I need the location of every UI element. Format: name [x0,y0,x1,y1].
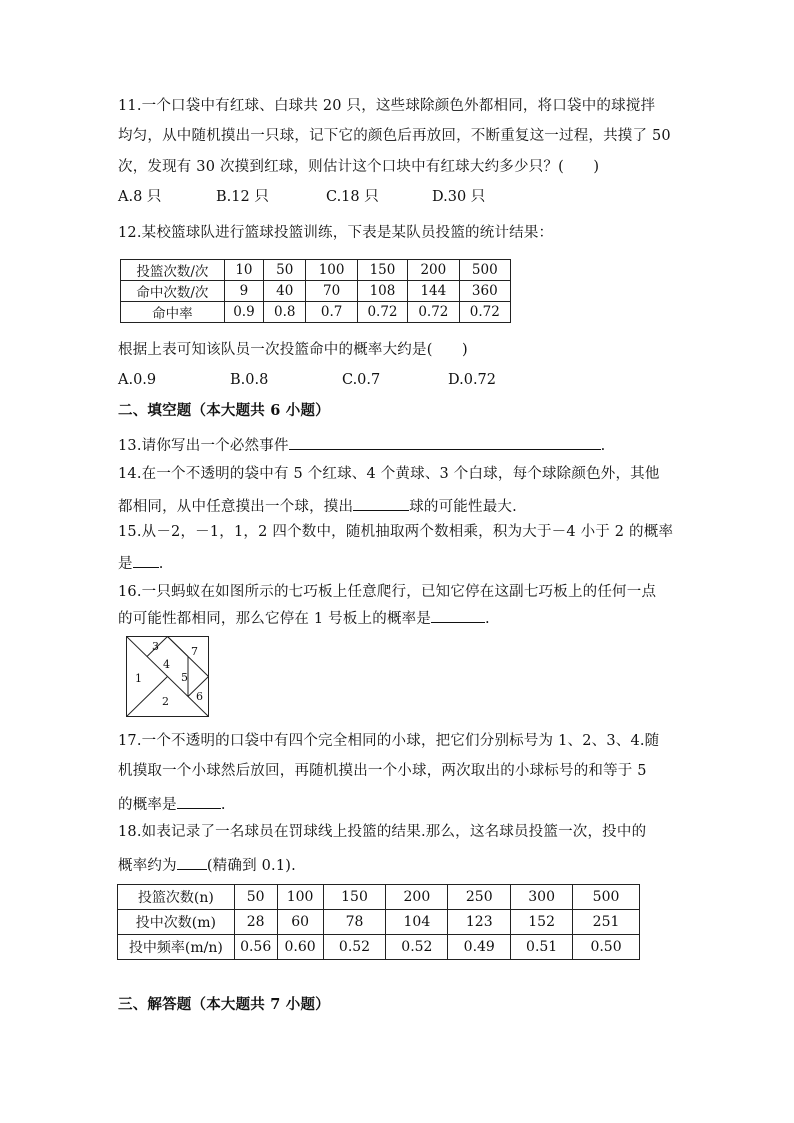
tangram-label-5: 5 [181,671,188,684]
q14-text-a: 都相同，从中任意摸出一个球，摸出 [118,499,354,515]
q14-text-b: 球的可能性最大. [409,499,517,515]
q13-end: . [600,438,606,454]
table-row [118,885,640,910]
table-cell: 投篮次数/次 [121,260,225,281]
q17-line-3 [118,792,226,815]
q12-option-b: B.0.8 [230,372,269,388]
table-cell: 10 [224,260,263,281]
q11-option-d: D.30 只 [432,189,486,205]
q18-line-2 [118,853,296,876]
tangram-label-7: 7 [191,645,198,658]
q14-line-1: 14.在一个不透明的袋中有 5 个红球、4 个黄球、3 个白球，每个球除颜色外，其他 [118,466,660,482]
table-cell: 100 [306,260,357,281]
tangram-label-3: 3 [152,640,159,653]
table-cell: 70 [306,281,357,302]
table-cell: 250 [448,885,511,910]
table-cell: 360 [459,281,510,302]
tangram-line [168,637,189,657]
q11-option-b: B.12 只 [216,189,269,205]
q15-text-a: 是 [118,556,133,572]
q17-text-b: . [220,797,226,813]
answer-blank [133,551,159,568]
q16-text-b: . [485,611,490,627]
table-cell: 0.60 [277,935,323,960]
table-cell: 152 [511,910,573,935]
q12-table [120,259,511,323]
tangram-figure [126,636,212,720]
q13-text: 13.请你写出一个必然事件 [118,438,289,454]
q13-line [118,433,605,456]
q12-option-d: D.0.72 [448,372,497,388]
table-cell: 60 [277,910,323,935]
table-cell: 0.72 [408,302,459,323]
q16-line-2 [118,606,490,629]
q12-option-c: C.0.7 [342,372,381,388]
q12-options [118,370,496,390]
table-cell: 0.8 [264,302,306,323]
table-cell: 104 [386,910,448,935]
table-cell: 命中率 [121,302,225,323]
q17-line-2: 机摸取一个小球然后放回，再随机摸出一个小球，两次取出的小球标号的和等于 5 [118,763,647,779]
q11-option-a: A.8 只 [118,189,162,205]
table-cell: 0.49 [448,935,511,960]
table-cell: 0.52 [386,935,448,960]
q18-text-a: 概率约为 [118,858,177,874]
table-cell: 251 [573,910,640,935]
tangram-label-1: 1 [135,672,142,685]
table-row [118,910,640,935]
q16-line-1: 16.一只蚂蚁在如图所示的七巧板上任意爬行，已知它停在这副七巧板上的任何一点 [118,584,657,600]
table-cell: 投中次数(m) [118,910,235,935]
table-cell: 100 [277,885,323,910]
tangram-label-6: 6 [196,690,203,703]
q12-option-a: A.0.9 [118,372,157,388]
table-cell: 28 [234,910,277,935]
tangram-label-4: 4 [163,658,170,671]
q17-text-a: 的概率是 [118,797,177,813]
q15-line-2 [118,551,164,574]
table-cell: 150 [323,885,386,910]
table-cell: 500 [573,885,640,910]
q11-line-2: 均匀，从中随机摸出一只球，记下它的颜色后再放回，不断重复这一过程，共摸了 50 [118,128,671,144]
table-cell: 50 [234,885,277,910]
table-cell: 0.56 [234,935,277,960]
q11-options [118,187,485,207]
table-cell: 150 [357,260,407,281]
answer-blank [177,853,207,870]
table-cell: 78 [323,910,386,935]
table-cell: 108 [357,281,407,302]
table-cell: 123 [448,910,511,935]
q15-line-1: 15.从－2，－1，1，2 四个数中，随机抽取两个数相乘，积为大于－4 小于 2 的概率 [118,524,674,540]
answer-blank [177,792,221,809]
q17-line-1: 17.一个不透明的口袋中有四个完全相同的小球，把它们分别标号为 1、2、3、4.随 [118,733,660,749]
table-row [121,281,511,302]
table-cell: 200 [386,885,448,910]
table-cell: 投篮次数(n) [118,885,235,910]
q11-line-1: 11.一个口袋中有红球、白球共 20 只，这些球除颜色外都相同，将口袋中的球搅拌 [118,98,656,114]
table-cell: 200 [408,260,459,281]
table-cell: 500 [459,260,510,281]
table-cell: 0.7 [306,302,357,323]
table-cell: 9 [224,281,263,302]
q18-line-1: 18.如表记录了一名球员在罚球线上投篮的结果.那么，这名球员投篮一次，投中的 [118,824,647,840]
q12-question: 根据上表可知该队员一次投篮命中的概率大约是( ) [118,342,468,358]
table-cell: 50 [264,260,306,281]
q18-text-b: (精确到 0.1). [206,858,296,874]
table-cell: 投中频率(m/n) [118,935,235,960]
q16-text-a: 的可能性都相同，那么它停在 1 号板上的概率是 [118,611,432,627]
section-3-title: 三、解答题（本大题共 7 小题） [118,996,330,1013]
table-cell: 0.9 [224,302,263,323]
q11-line-3: 次，发现有 30 次摸到红球，则估计这个口块中有红球大约多少只？( ) [118,159,600,175]
table-row [118,935,640,960]
table-cell: 0.52 [323,935,386,960]
table-cell: 0.72 [357,302,407,323]
answer-blank [353,494,409,511]
table-row [121,302,511,323]
table-cell: 0.72 [459,302,510,323]
answer-blank [431,606,485,623]
table-cell: 命中次数/次 [121,281,225,302]
q12-stem: 12.某校篮球队进行篮球投篮训练，下表是某队员投篮的统计结果： [118,225,554,241]
q14-line-2 [118,494,517,517]
table-cell: 0.51 [511,935,573,960]
tangram-label-2: 2 [162,695,169,708]
answer-blank [289,433,601,450]
q11-option-c: C.18 只 [326,189,379,205]
section-2-title: 二、填空题（本大题共 6 小题） [118,402,330,419]
q15-text-b: . [158,556,164,572]
table-cell: 144 [408,281,459,302]
table-row [121,260,511,281]
q18-table [117,884,640,960]
table-cell: 0.50 [573,935,640,960]
table-cell: 40 [264,281,306,302]
table-cell: 300 [511,885,573,910]
